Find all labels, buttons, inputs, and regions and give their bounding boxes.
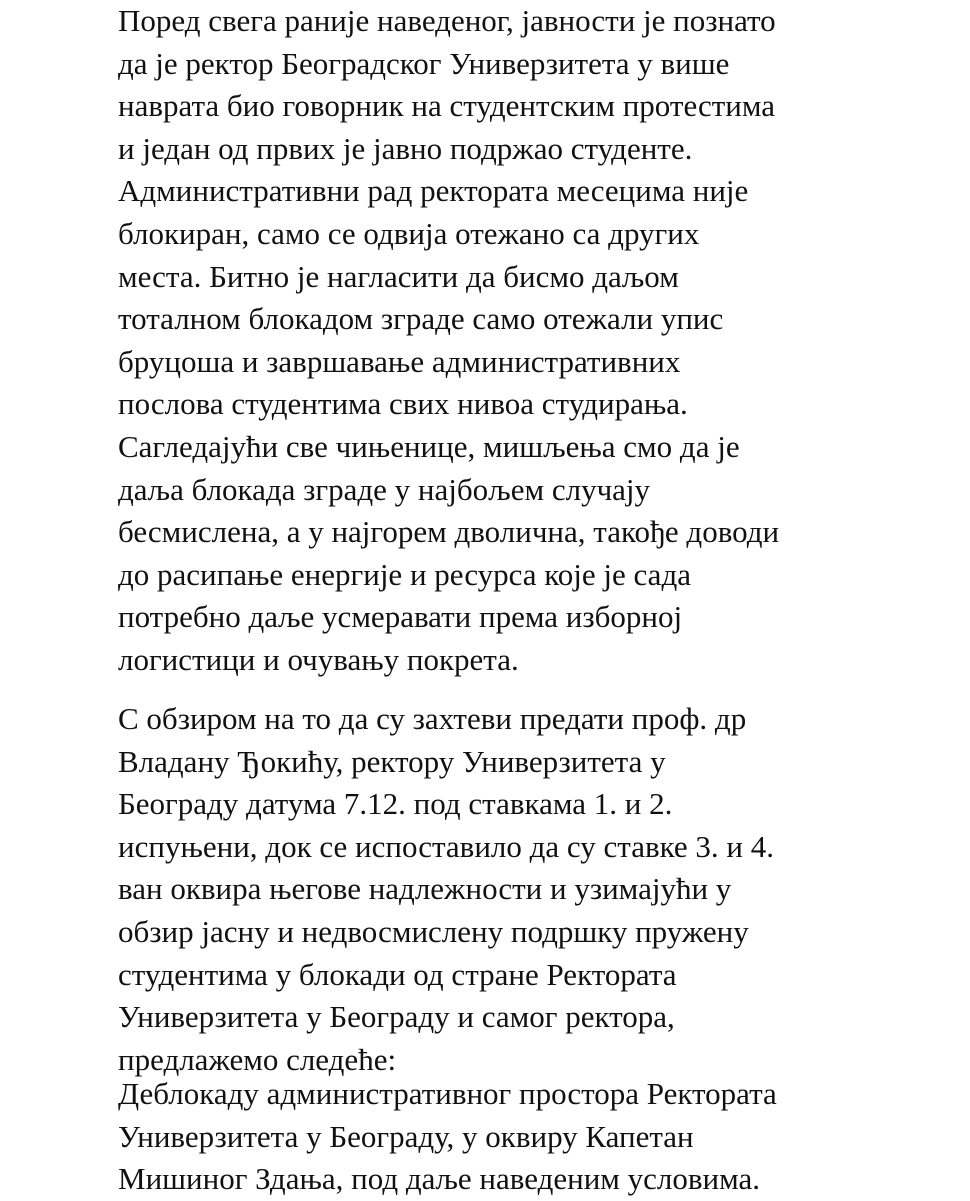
text-line: Београду датума 7.12. под ставкама 1. и 2.	[118, 786, 673, 822]
text-line: бесмислена, а у најгорем дволична, такође доводи	[118, 514, 780, 550]
text-line: послова студентима свих нивоа студирања.	[118, 386, 688, 422]
text-line: испуњени, док се испоставило да су ставке 3. и 4.	[118, 828, 774, 864]
text-line: Поред свега раније наведеног, јавности је познато	[118, 3, 776, 38]
text-line: студентима у блокади од стране Ректората	[118, 956, 677, 992]
text-line: наврата био говорник на студентским протестима	[118, 88, 776, 124]
text-line: и један од првих је јавно подржао студенте.	[118, 130, 693, 166]
paragraph-1	[118, 0, 779, 682]
text-line: ван оквира његове надлежности и узимајући у	[118, 871, 732, 907]
paragraph-3	[118, 1073, 777, 1201]
text-line: Универзитета у Београду и самог ректора,	[118, 999, 675, 1035]
text-line: Административни рад ректората месецима није	[118, 173, 749, 209]
text-line: да је ректор Београдског Универзитета у више	[118, 45, 730, 81]
text-line: тоталном блокадом зграде само отежали упис	[118, 301, 724, 337]
text-line: Мишиног Здања, под даље наведеним условима.	[118, 1161, 761, 1197]
text-line: Универзитета у Београду, у оквиру Капетан	[118, 1118, 694, 1154]
paragraph-2	[118, 698, 774, 1081]
text-line: С обзиром на то да су захтеви предати проф. др	[118, 701, 747, 736]
text-line: предлажемо следеће:	[118, 1041, 397, 1077]
text-line: обзир јасну и недвосмислену подршку пружену	[118, 913, 749, 949]
text-line: места. Битно је нагласити да бисмо даљом	[118, 258, 679, 294]
text-line: Деблокаду административног простора Ректората	[118, 1076, 777, 1111]
text-line: блокиран, само се одвија отежано са других	[118, 215, 700, 251]
text-line: до расипање енергије и ресурса које је сада	[118, 556, 691, 592]
text-line: даља блокада зграде у најбољем случају	[118, 471, 651, 507]
text-line: логистици и очувању покрета.	[118, 641, 519, 677]
text-line: потребно даље усмеравати према изборној	[118, 599, 683, 635]
text-line: Владану Ђокићу, ректору Универзитета у	[118, 743, 666, 779]
text-line: Сагледајући све чињенице, мишљења смо да је	[118, 428, 740, 464]
text-line: бруцоша и завршавање административних	[118, 343, 681, 379]
